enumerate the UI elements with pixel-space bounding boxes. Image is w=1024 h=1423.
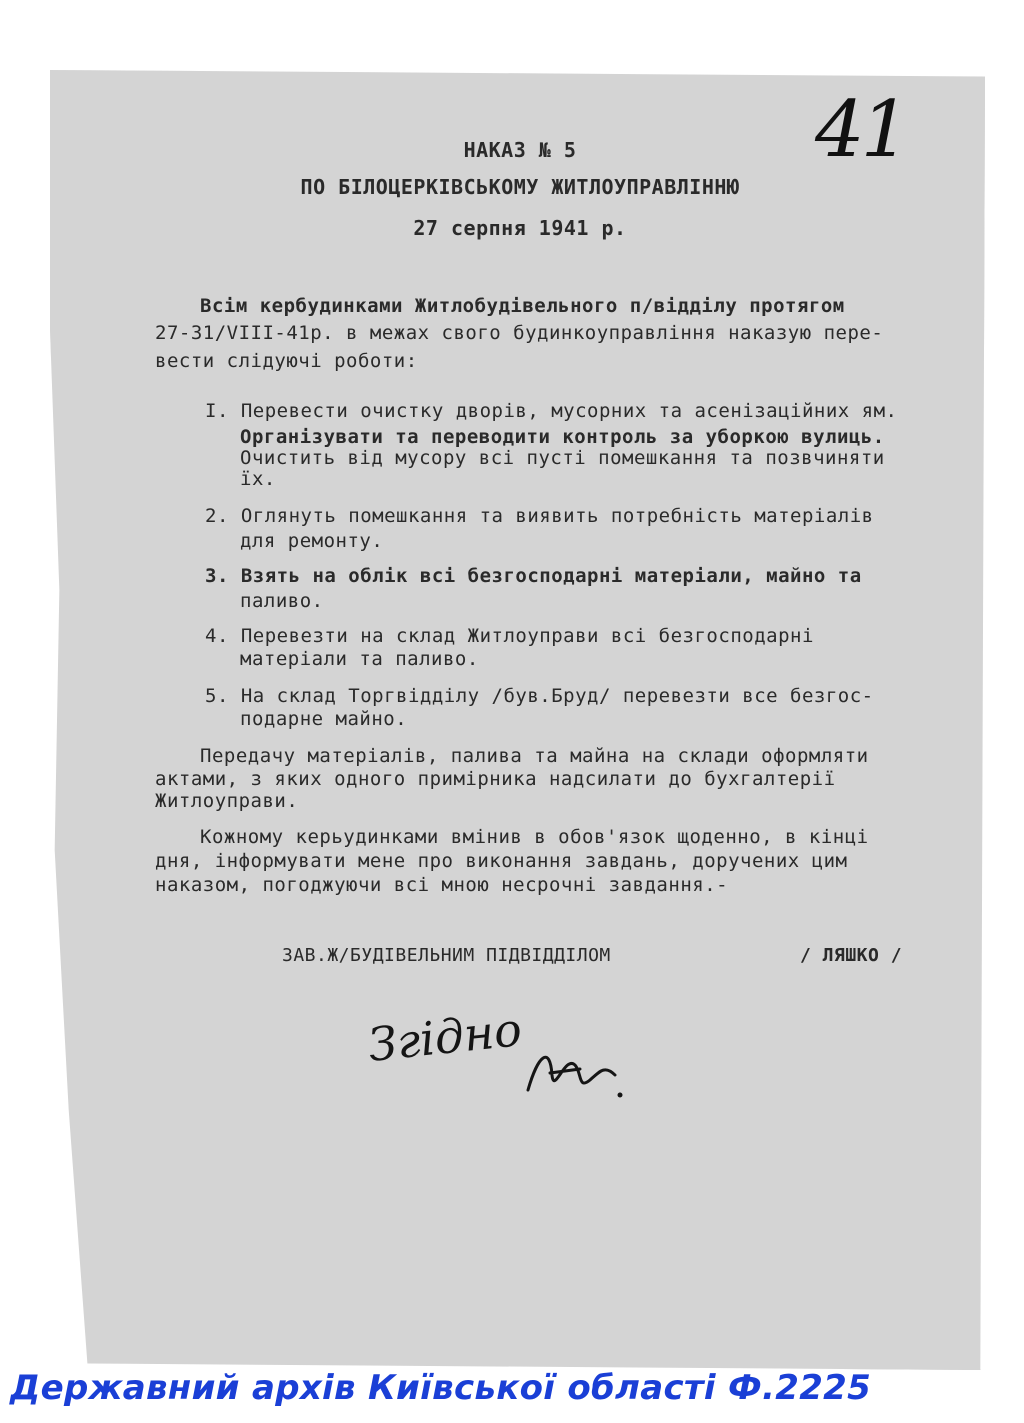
transfer-line-2: актами, з яких одного примірника надсилати до бухгалтерії [155, 768, 836, 790]
archive-caption: Державний архів Київської області Ф.2225 [10, 1368, 872, 1408]
duty-line-2: дня, інформувати мене про виконання завдань, доручених цим [155, 850, 848, 872]
transfer-line-1: Передачу матеріалів, палива та майна на склади оформляти [200, 745, 869, 767]
intro-line-1: Всім кербудинками Житлобудівельного п/відділу протягом [200, 295, 845, 317]
document-paper [50, 70, 985, 1370]
item-1-line-3: Очистить від мусору всі пусті помешкання та позвчиняти [240, 447, 885, 469]
item-1-line-4: їх. [240, 468, 276, 490]
duty-line-1: Кожному керьудинками вмінив в обов'язок щоденно, в кінці [200, 826, 869, 848]
item-5-line-2: подарне майно. [240, 708, 408, 730]
item-1-line-1: І. Перевести очистку дворів, мусорних та асенізаційних ям. [205, 400, 898, 422]
duty-line-3: наказом, погоджуючи всі мною несрочні завдання.- [155, 874, 729, 896]
signatory-name: / ЛЯШКО / [800, 945, 903, 966]
item-4-line-1: 4. Перевезти на склад Житлоуправи всі безгосподарні [205, 625, 814, 647]
item-5-line-1: 5. На склад Торгвідділу /був.Бруд/ перевезти все безгос- [205, 685, 874, 707]
item-1-line-2: Організувати та переводити контроль за уборкою вулиць. [240, 426, 885, 448]
item-2-line-1: 2. Оглянуть помешкання та виявить потребність матеріалів [205, 505, 874, 527]
document-title: НАКАЗ № 5 [463, 138, 577, 162]
document-subtitle: ПО БІЛОЦЕРКІВСЬКОМУ ЖИТЛОУПРАВЛІННЮ [300, 175, 740, 199]
item-3-line-2: паливо. [240, 590, 324, 612]
item-2-line-2: для ремонту. [240, 530, 384, 552]
transfer-line-3: Житлоуправи. [155, 790, 299, 812]
intro-line-3: вести слідуючі роботи: [155, 350, 418, 372]
item-4-line-2: матеріали та паливо. [240, 648, 479, 670]
intro-line-2: 27-31/VIII-41р. в межах свого будинкоуправління наказую пере- [155, 322, 884, 344]
signatory-title: ЗАВ.Ж/БУДІВЕЛЬНИМ ПІДВІДДІЛОМ [282, 945, 611, 966]
handwritten-page-number: 41 [815, 85, 907, 175]
handwritten-signature [520, 1035, 630, 1105]
document-date: 27 серпня 1941 р. [413, 216, 627, 240]
handwritten-note: Згідно [365, 1002, 525, 1072]
item-3-line-1: 3. Взять на облік всі безгосподарні матеріали, майно та [205, 565, 862, 587]
